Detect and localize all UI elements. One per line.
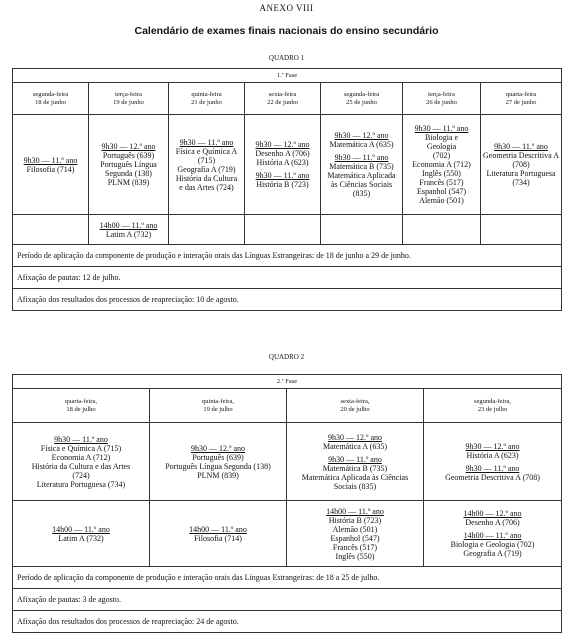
note-row xyxy=(13,245,562,267)
day-header: segunda-feira 18 de junho xyxy=(13,83,89,115)
day-header: terça-feira 26 de junho xyxy=(403,83,481,115)
exam-cell: 9h30 — 12.º ano História A (623) 9h30 — 11.º ano Geometria Descritiva A (708) xyxy=(424,423,562,501)
note-row xyxy=(13,611,562,633)
note-row xyxy=(13,267,562,289)
morning-row xyxy=(13,115,562,215)
phase-row xyxy=(13,69,562,83)
pautas-note: Afixação de pautas: 12 de julho. xyxy=(13,267,562,289)
note-row xyxy=(13,567,562,589)
phase-row xyxy=(13,375,562,389)
document-title: Calendário de exames finais nacionais do ensino secundário xyxy=(134,25,439,37)
note-row xyxy=(13,589,562,611)
quadro-1-table xyxy=(12,68,562,311)
oral-period-note: Período de aplicação da componente de produção e interação orais das Línguas Estrangeiras: de 18 de junho a 29 de junho. xyxy=(13,245,562,267)
empty-cell xyxy=(321,215,403,245)
annex-label: ANEXO VIII xyxy=(259,3,314,13)
note-row xyxy=(13,289,562,311)
day-header: quinta-feira 21 de junho xyxy=(169,83,245,115)
exam-cell: 9h30 — 11.º ano Física e Química A (715) Economia A (712) História da Cultura e das Artes (724) Literatura Portuguesa (734) xyxy=(13,423,150,501)
results-note: Afixação dos resultados dos processos de reapreciação: 24 de agosto. xyxy=(13,611,562,633)
results-note: Afixação dos resultados dos processos de reapreciação: 10 de agosto. xyxy=(13,289,562,311)
day-header: quarta-feira 27 de junho xyxy=(481,83,562,115)
day-header: sexta-feira 22 de junho xyxy=(245,83,321,115)
exam-cell: 9h30 — 12.º ano Matemática A (635) 9h30 — 11.º ano Matemática B (735) Matemática Aplicada às Ciências Sociais (835) xyxy=(287,423,424,501)
day-header: sexta-feira, 20 de julho xyxy=(287,389,424,423)
phase-label: 1.ª Fase xyxy=(13,69,562,83)
day-header: segunda-feira, 23 de julho xyxy=(424,389,562,423)
oral-period-note: Período de aplicação da componente de produção e interação orais das Línguas Estrangeiras: de 18 a 25 de julho. xyxy=(13,567,562,589)
exam-cell: 14h00 — 11.º ano Filosofia (714) xyxy=(150,501,287,567)
exam-cell: 14h00 — 11.º ano Latim A (732) xyxy=(89,215,169,245)
morning-row xyxy=(13,423,562,501)
pautas-note: Afixação de pautas: 3 de agosto. xyxy=(13,589,562,611)
afternoon-row xyxy=(13,501,562,567)
exam-cell: 14h00 — 12.º ano Desenho A (706) 14h00 — 11.º ano Biologia e Geologia (702) Geografia A (719) xyxy=(424,501,562,567)
phase-label: 2.ª Fase xyxy=(13,375,562,389)
exam-cell: 14h00 — 11.º ano Latim A (732) xyxy=(13,501,150,567)
empty-cell xyxy=(169,215,245,245)
exam-cell: 14h00 — 11.º ano História B (723) Alemão (501) Espanhol (547) Francês (517) Inglês (550) xyxy=(287,501,424,567)
exam-cell: 9h30 — 12.º ano Desenho A (706) História A (623) 9h30 — 11.º ano História B (723) xyxy=(245,115,321,215)
quadro-2-label: QUADRO 2 xyxy=(268,353,305,361)
day-header: terça-feira 19 de junho xyxy=(89,83,169,115)
quadro-2-table xyxy=(12,374,562,633)
exam-cell: 9h30 — 12.º ano Matemática A (635) 9h30 — 11.º ano Matemática B (735) Matemática Aplicada às Ciências Sociais (835) xyxy=(321,115,403,215)
empty-cell xyxy=(245,215,321,245)
empty-cell xyxy=(481,215,562,245)
day-header: quinta-feira, 19 de julho xyxy=(150,389,287,423)
afternoon-row xyxy=(13,215,562,245)
day-header: segunda-feira 25 de junho xyxy=(321,83,403,115)
days-header-row xyxy=(13,83,562,115)
empty-cell xyxy=(403,215,481,245)
day-header: quarta-feira, 18 de julho xyxy=(13,389,150,423)
exam-cell: 9h30 — 11.º ano Biologia e Geologia (702) Economia A (712) Inglês (550) Francês (517) Espanhol (547) Alemão (501) xyxy=(403,115,481,215)
days-header-row xyxy=(13,389,562,423)
quadro-1-label: QUADRO 1 xyxy=(268,54,305,62)
exam-cell: 9h30 — 11.º ano Física e Química A (715) Geografia A (719) História da Cultura e das Artes (724) xyxy=(169,115,245,215)
exam-cell: 9h30 — 12.º ano Português (639) Português Língua Segunda (138) PLNM (839) xyxy=(150,423,287,501)
exam-cell: 9h30 — 11.º ano Filosofia (714) xyxy=(13,115,89,215)
exam-cell: 9h30 — 11.º ano Geometria Descritiva A (708) Literatura Portuguesa (734) xyxy=(481,115,562,215)
empty-cell xyxy=(13,215,89,245)
exam-cell: 9h30 — 12.º ano Português (639) Português Língua Segunda (138) PLNM (839) xyxy=(89,115,169,215)
